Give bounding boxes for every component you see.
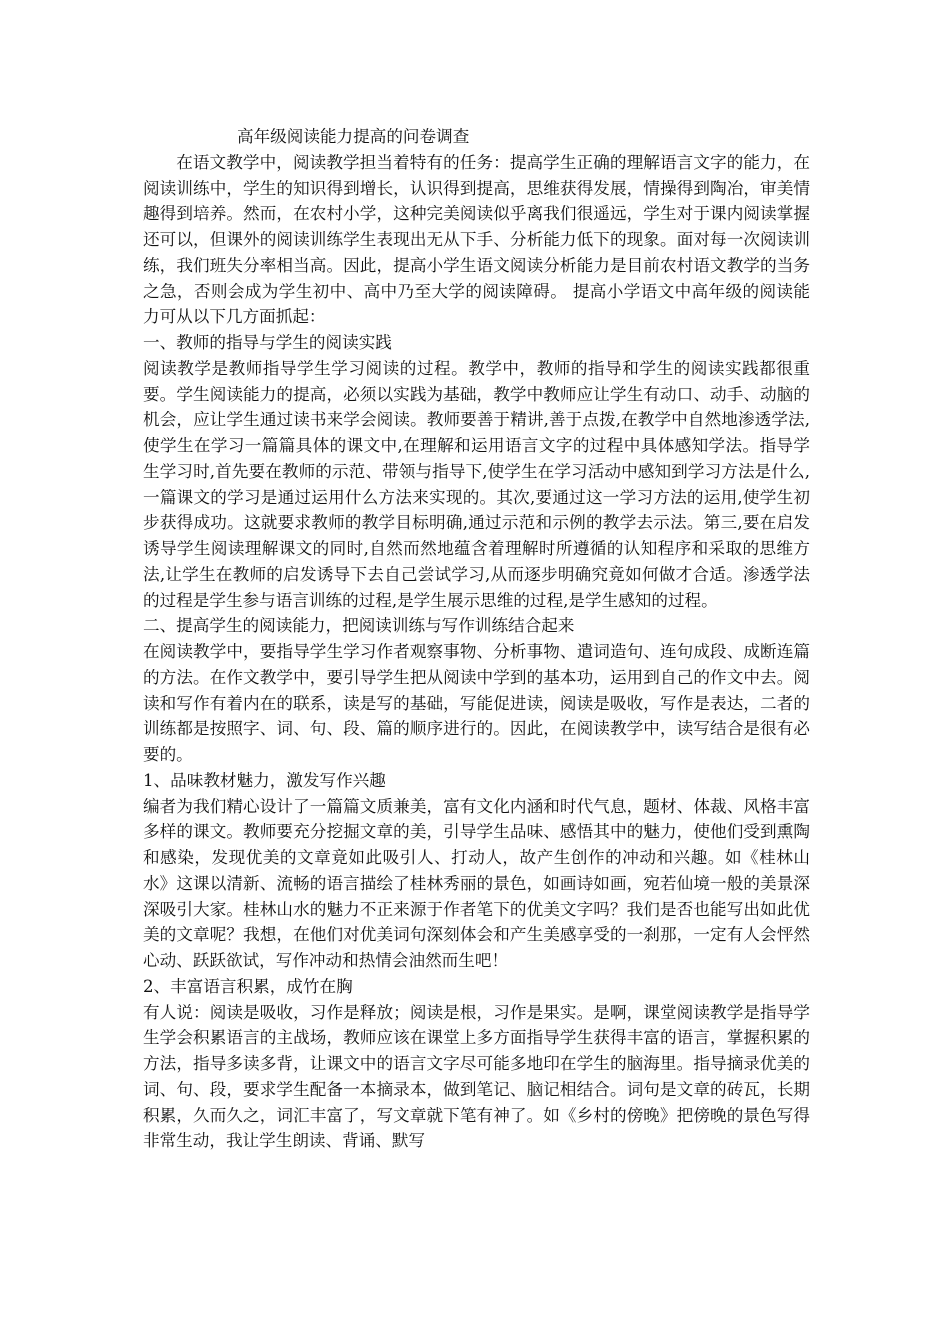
intro-paragraph: 在语文教学中，阅读教学担当着特有的任务：提高学生正确的理解语言文字的能力，在阅读训练中，学生的知识得到增长，认识得到提高，思维获得发展，情操得到陶冶，审美情趣得到培养。然而，在农村小学，这种完美阅读似乎离我们很遥远，学生对于课内阅读掌握还可以，但课外的阅读训练学生表现出无从下手、分析能力低下的现象。面对每一次阅读训练，我们班失分率相当高。因此，提高小学生语文阅读分析能力是目前农村语文教学的当务之急，否则会成为学生初中、高中乃至大学的阅读障碍。 提高小学语文中高年级的阅读能力可从以下几方面抓起： xyxy=(143,152,810,327)
subsection-1-heading: 1、品味教材魅力，激发写作兴趣 xyxy=(143,770,386,790)
document-title: 高年级阅读能力提高的问卷调查 xyxy=(237,127,470,146)
section-1-body: 阅读教学是教师指导学生学习阅读的过程。教学中，教师的指导和学生的阅读实践都很重要。学生阅读能力的提高，必须以实践为基础，教学中教师应让学生有动口、动手、动脑的机会，应让学生通过读书来学会阅读。教师要善于精讲,善于点拨,在教学中自然地渗透学法,使学生在学习一篇篇具体的课文中,在理解和运用语言文字的过程中具体感知学法。指导学生学习时,首先要在教师的示范、带领与指导下,使学生在学习活动中感知到学习方法是什么,一篇课文的学习是通过运用什么方法来实现的。其次,要通过这一学习方法的运用,使学生初步获得成功。这就要求教师的教学目标明确,通过示范和示例的教学去示法。第三,要在启发诱导学生阅读理解课文的同时,自然而然地蕴含着理解时所遵循的认知程序和采取的思维方法,让学生在教师的启发诱导下去自己尝试学习,从而逐步明确究竟如何做才合适。渗透学法的过程是学生参与语言训练的过程,是学生展示思维的过程,是学生感知的过程。 xyxy=(143,358,810,610)
document-page xyxy=(143,124,810,1154)
subsection-2-body: 有人说：阅读是吸收，习作是释放；阅读是根，习作是果实。是啊，课堂阅读教学是指导学生学会积累语言的主战场，教师应该在课堂上多方面指导学生获得丰富的语言，掌握积累的方法，指导多读多背，让课文中的语言文字尽可能多地印在学生的脑海里。指导摘录优美的词、句、段，要求学生配备一本摘录本，做到笔记、脑记相结合。词句是文章的砖瓦，长期积累，久而久之，词汇丰富了，写文章就下笔有神了。如《乡村的傍晚》把傍晚的景色写得非常生动，我让学生朗读、背诵、默写 xyxy=(143,1002,810,1151)
section-1-heading: 一、教师的指导与学生的阅读实践 xyxy=(143,333,392,352)
section-2-body: 在阅读教学中，要指导学生学习作者观察事物、分析事物、遣词造句、连句成段、成断连篇的方法。在作文教学中，要引导学生把从阅读中学到的基本功，运用到自己的作文中去。阅读和写作有着内在的联系，读是写的基础，写能促进读，阅读是吸收，写作是表达，二者的训练都是按照字、词、句、段、篇的顺序进行的。因此，在阅读教学中，读写结合是很有必要的。 xyxy=(143,642,810,764)
subsection-1-body: 编者为我们精心设计了一篇篇文质兼美，富有文化内涵和时代气息，题材、体裁、风格丰富多样的课文。教师要充分挖掘文章的美，引导学生品味、感悟其中的魅力，使他们受到熏陶和感染，发现优美的文章竟如此吸引人、打动人，故产生创作的冲动和兴趣。如《桂林山水》这课以清新、流畅的语言描绘了桂林秀丽的景色，如画诗如画，宛若仙境一般的美景深深吸引大家。桂林山水的魅力不正来源于作者笔下的优美文字吗？我们是否也能写出如此优美的文章呢？我想，在他们对优美词句深刻体会和产生美感享受的一刹那，一定有人会怦然心动、跃跃欲试，写作冲动和热情会油然而生吧！ xyxy=(143,796,810,970)
subsection-2-heading: 2、丰富语言积累，成竹在胸 xyxy=(143,976,353,996)
section-2-heading: 二、提高学生的阅读能力，把阅读训练与写作训练结合起来 xyxy=(143,616,575,636)
